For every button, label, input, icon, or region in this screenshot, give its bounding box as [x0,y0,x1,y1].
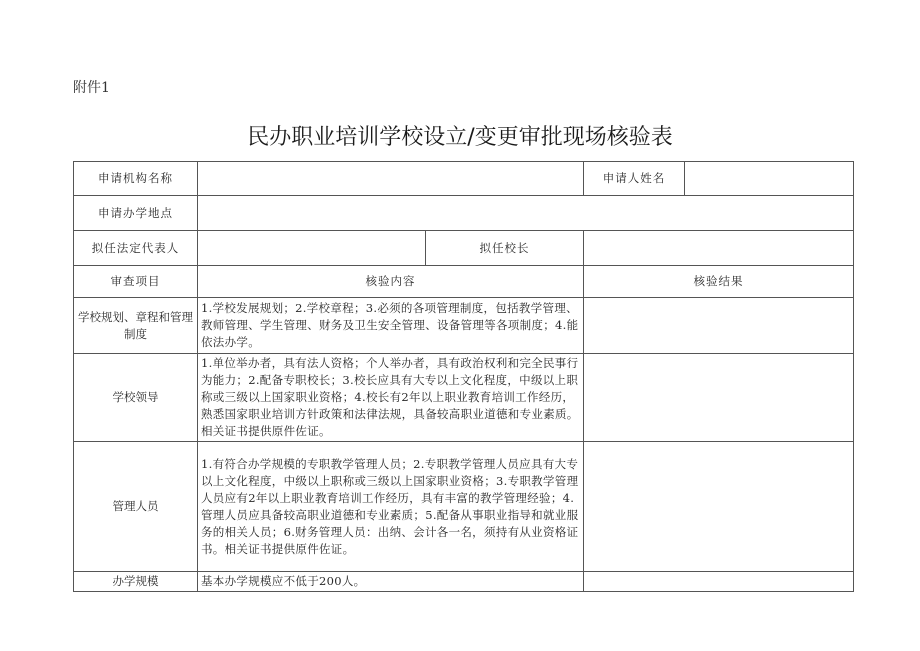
review-item: 学校领导 [74,354,198,442]
page-title: 民办职业培训学校设立/变更审批现场核验表 [247,125,673,150]
review-content: 1.学校发展规划；2.学校章程；3.必须的各项管理制度，包括教学管理、教师管理、学生管理、财务及卫生安全管理、设备管理等各项制度；4.能依法办学。 [198,298,584,354]
review-content: 基本办学规模应不低于200人。 [198,572,584,592]
table-row [74,298,854,354]
legal-rep-field[interactable] [198,231,426,265]
applicant-name-label: 申请人姓名 [584,162,685,195]
review-item: 学校规划、章程和管理制度 [74,298,198,354]
review-item: 管理人员 [74,442,198,572]
review-result[interactable] [584,572,854,592]
address-label: 申请办学地点 [74,196,198,231]
review-content: 1.单位举办者，具有法人资格；个人举办者，具有政治权利和完全民事行为能力；2.配备专职校长；3.校长应具有大专以上文化程度，中级以上职称或三级以上国家职业资格；4.校长有2年以上职业教育培训工作经历，熟悉国家职业培训方针政策和法律法规，具备较高职业道德和专业素质。相关证书提供原件佐证。 [198,354,584,442]
review-result[interactable] [584,442,854,572]
header-content: 核验内容 [198,266,584,298]
attachment-label: 附件1 [73,80,110,96]
review-item: 办学规模 [74,572,198,592]
header-item: 审查项目 [74,266,198,298]
table-row [74,354,854,442]
applicant-row [74,162,854,196]
legal-rep-label: 拟任法定代表人 [74,231,198,266]
review-content: 1.有符合办学规模的专职教学管理人员；2.专职教学管理人员应具有大专以上文化程度，中级以上职称或三级以上国家职业资格；3.专职教学管理人员应有2年以上职业教育培训工作经历，具有丰富的教学管理经验；4.管理人员应具备较高职业道德和专业素质；5.配备从事职业指导和就业服务的相关人员；6.财务管理人员：出纳、会计各一名，须持有从业资格证书。相关证书提供原件佐证。 [198,442,584,572]
principal-field[interactable] [584,231,854,266]
review-result[interactable] [584,354,854,442]
representative-row [74,231,854,266]
table-header-row [74,266,854,298]
table-row [74,572,854,592]
applicant-name-field[interactable] [685,162,853,195]
applicant-org-label: 申请机构名称 [74,162,198,196]
address-row [74,196,854,231]
applicant-org-field[interactable] [198,162,584,196]
legal-rep-cell [198,231,584,266]
verification-form [73,161,854,592]
address-field[interactable] [198,196,854,231]
header-result: 核验结果 [584,266,854,298]
principal-label: 拟任校长 [479,240,530,255]
applicant-name-cell [584,162,854,196]
table-row [74,442,854,572]
review-result[interactable] [584,298,854,354]
